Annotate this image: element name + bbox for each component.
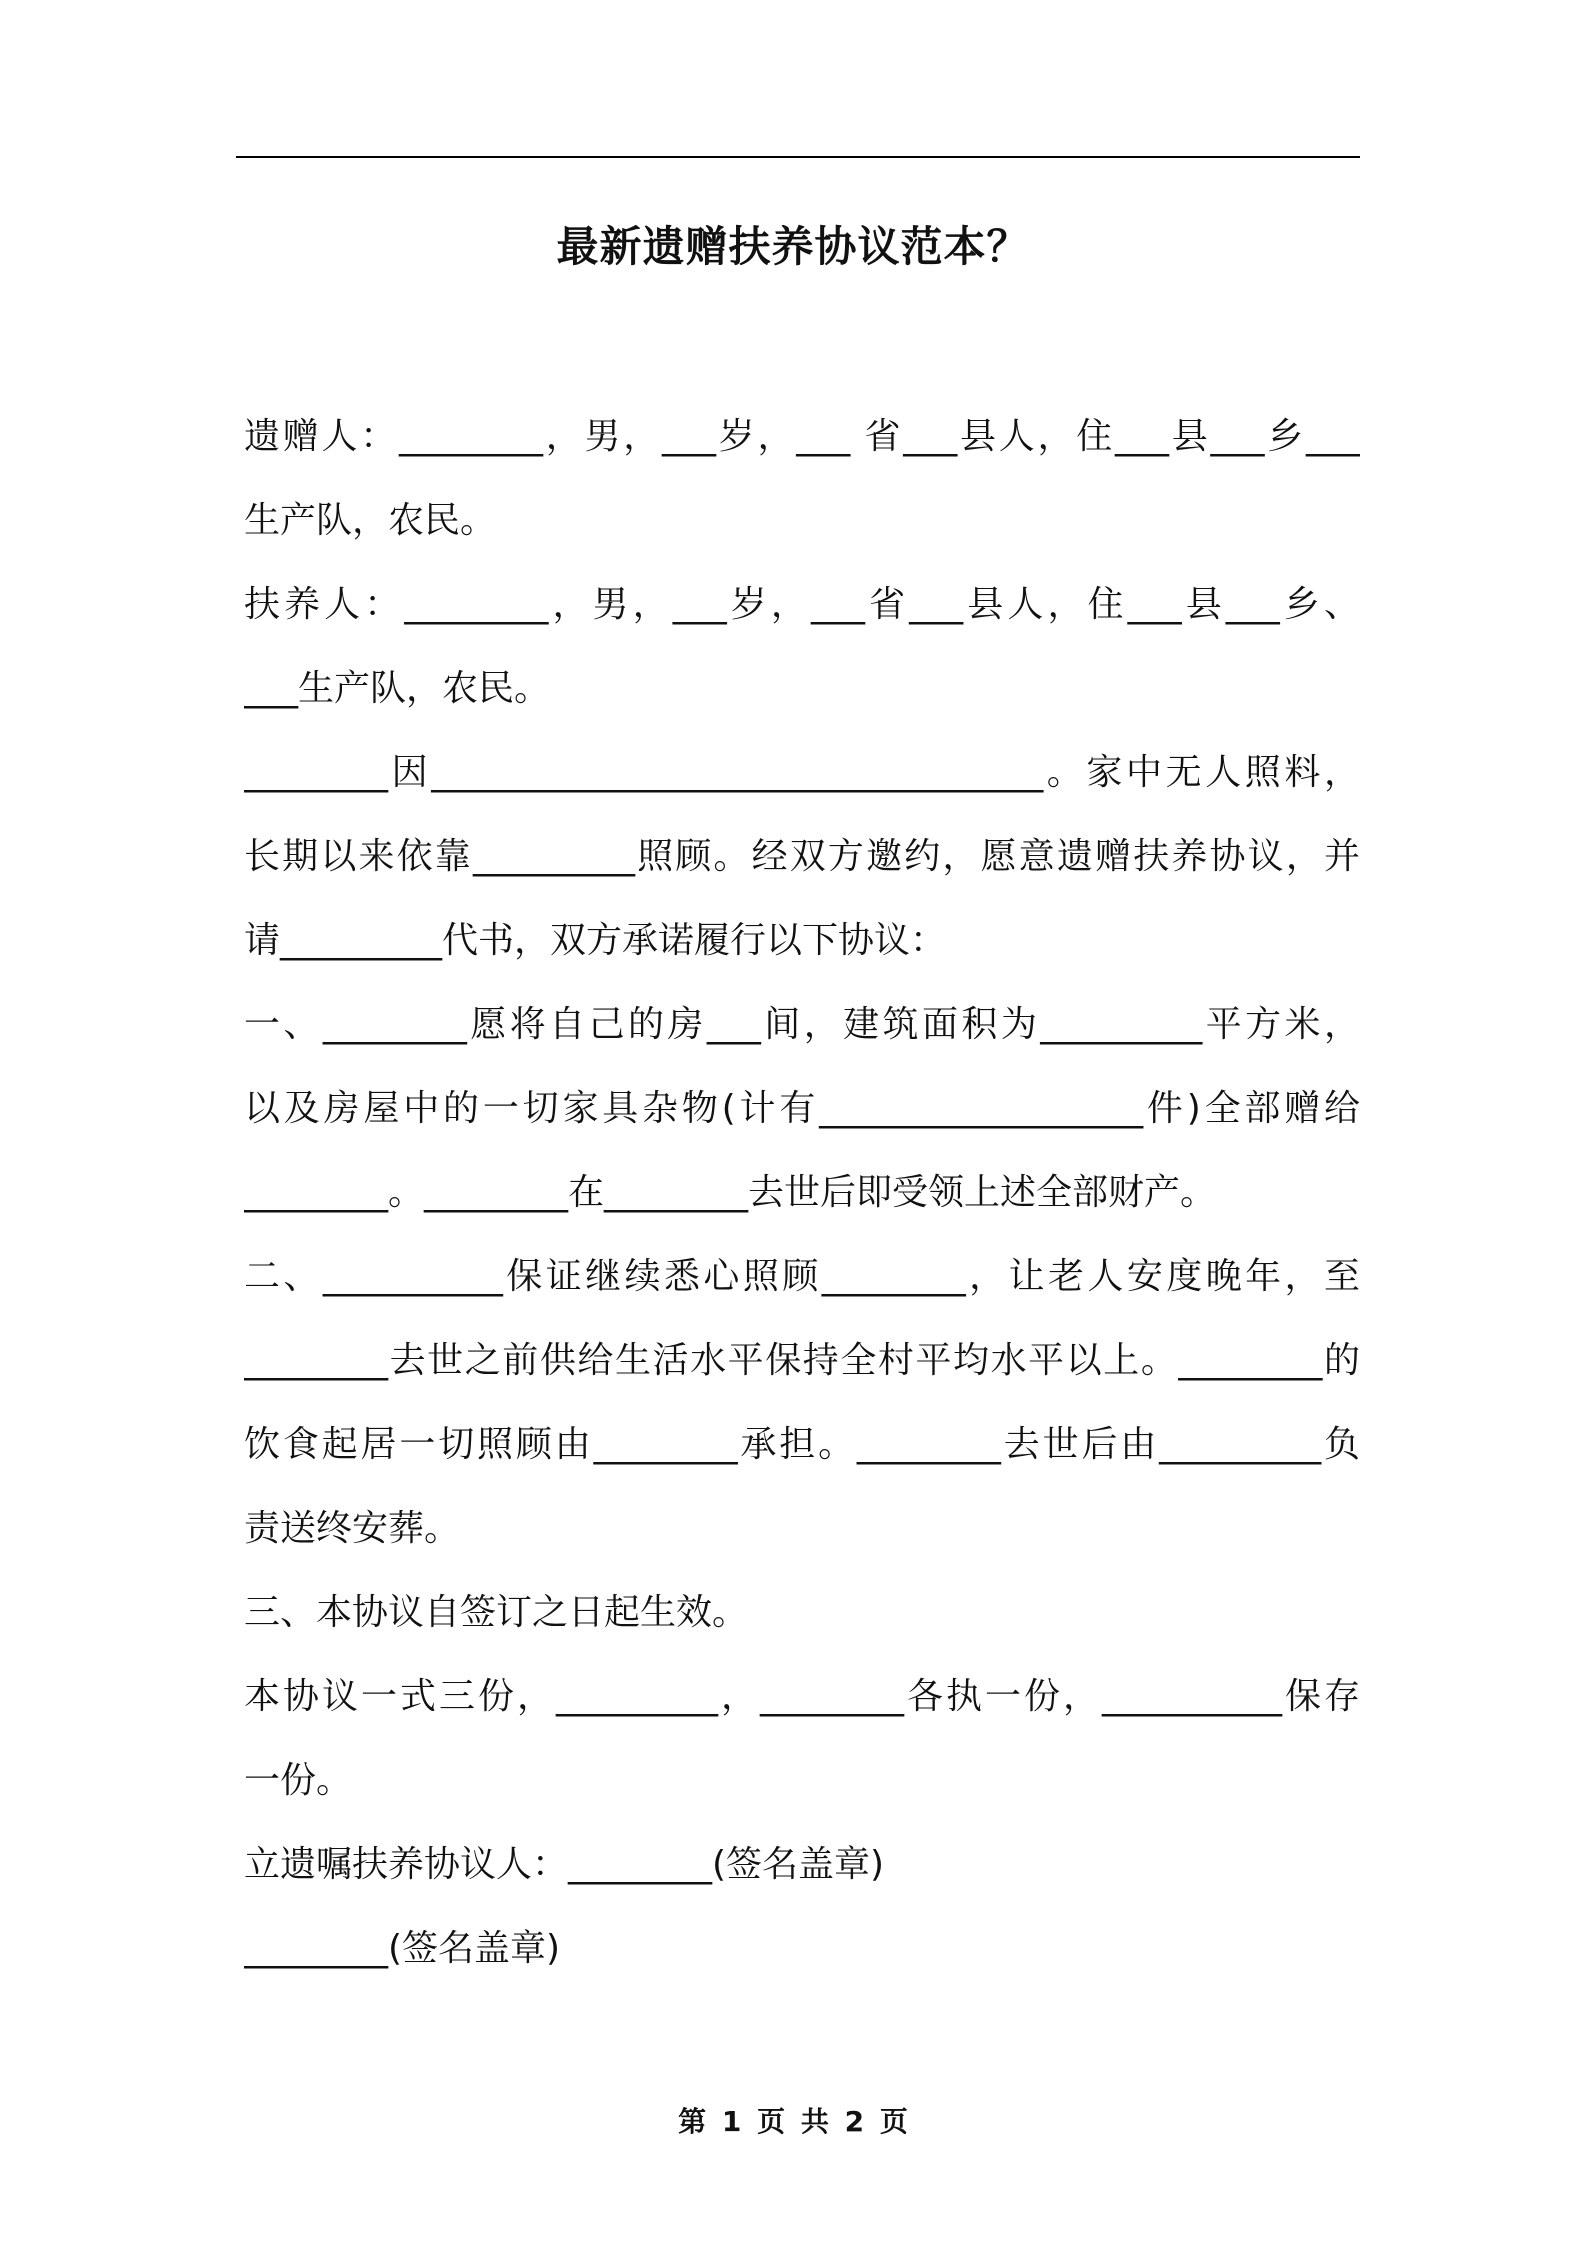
paragraph-line: 请_________代书，双方承诺履行以下协议： <box>244 920 947 961</box>
page-number: 第 1 页 共 2 页 <box>678 2105 908 2138</box>
paragraph-line: 长期以来依靠_________照顾。经双方邀约，愿意遗赠扶养协议，并 <box>244 836 1360 877</box>
header-rule <box>236 156 1360 158</box>
paragraph-line: 责送终安葬。 <box>244 1508 461 1549</box>
paragraph-line: ________因__________________________________。家中无人照料， <box>244 752 1360 793</box>
document-body <box>244 395 1360 1991</box>
paragraph-line: 本协议一式三份，_________，________各执一份，__________保存 <box>244 1676 1360 1717</box>
signature-line: 立遗嘱扶养协议人：________(签名盖章) <box>244 1844 885 1885</box>
document-title: 最新遗赠扶养协议范本？ <box>556 222 1030 271</box>
paragraph-line: ________去世之前供给生活水平保持全村平均水平以上。________的 <box>244 1340 1360 1381</box>
paragraph-line: 扶养人：________，男，___岁，___省___县人，住___县___乡、 <box>244 584 1360 625</box>
paragraph-line: 生产队，农民。 <box>244 500 497 541</box>
paragraph-line: 饮食起居一切照顾由________承担。________去世后由_________负 <box>244 1424 1360 1465</box>
paragraph-line: ___生产队，农民。 <box>244 668 551 709</box>
paragraph-line: 一份。 <box>244 1760 353 1801</box>
paragraph-line: ________。________在________去世后即受领上述全部财产。 <box>244 1172 1217 1213</box>
signature-line: ________(签名盖章) <box>244 1928 561 1969</box>
paragraph-line: 三、本协议自签订之日起生效。 <box>244 1592 749 1633</box>
paragraph-line: 二、__________保证继续悉心照顾________，让老人安度晚年，至 <box>244 1256 1360 1297</box>
paragraph-line: 一、________愿将自己的房___间，建筑面积为_________平方米， <box>244 1004 1360 1045</box>
paragraph-line: 遗赠人：________，男，___岁，___ 省___县人，住___县___乡___ <box>244 416 1360 457</box>
paragraph-line: 以及房屋中的一切家具杂物(计有__________________件)全部赠给 <box>244 1088 1360 1129</box>
